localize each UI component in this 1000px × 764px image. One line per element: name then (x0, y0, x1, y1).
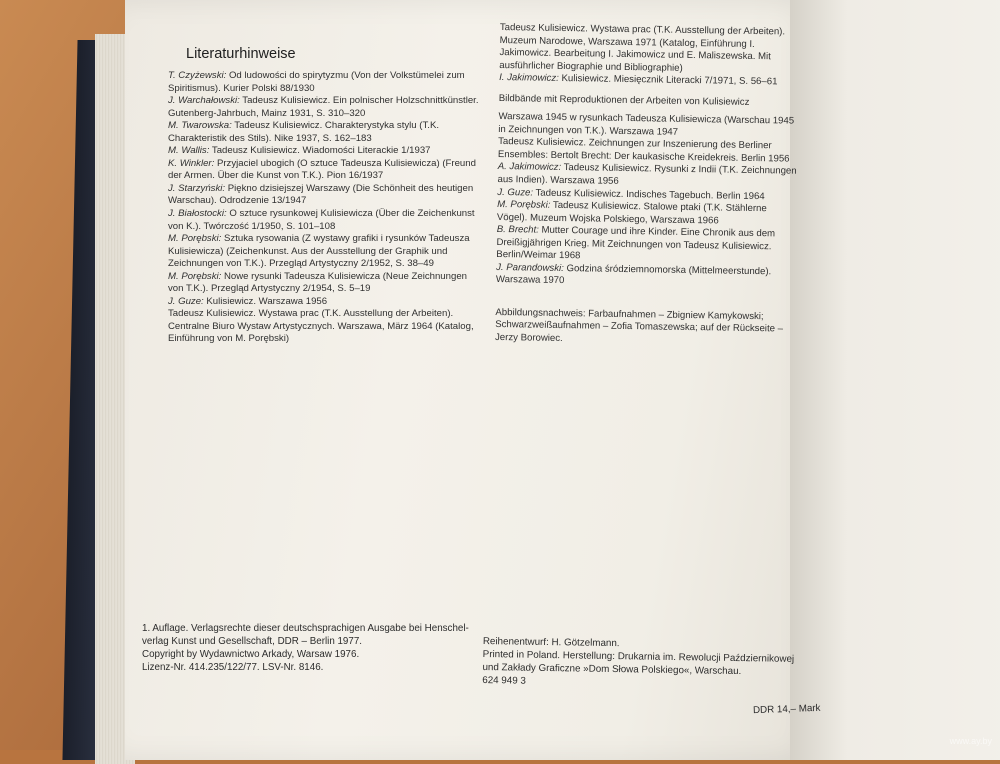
imprint-left (142, 622, 472, 674)
imprint-line: Lizenz-Nr. 414.235/122/77. LSV-Nr. 8146. (142, 662, 324, 673)
bibliography-entry (168, 233, 483, 271)
imprint-right (482, 635, 813, 692)
price: DDR 14,– Mark (752, 702, 821, 717)
imprint-line: und Zakłady Graficzne »Dom Słowa Polskiego«, Warschau. (482, 661, 742, 678)
imprint-line: 624 949 3 (482, 674, 526, 687)
entry-author: J. Warchałowski: (168, 95, 240, 107)
bibliography-entry (168, 145, 483, 158)
bibliography-right-column (495, 22, 800, 349)
bibliography-entry (168, 296, 483, 309)
entry-text: Od ludowości do spirytyzmu (Von der Volkstümelei zum Spiritismus). Kurier Polski 88/1930 (168, 70, 465, 94)
entry-author: J. Guze: (497, 186, 534, 199)
entry-author: T. Czyżewski: (168, 70, 227, 81)
imprint-line: Printed in Poland. Herstellung: Drukarnia im. Rewolucji Październikowej (482, 648, 795, 665)
bibliography-entry (168, 120, 483, 145)
entry-text: Mutter Courage und ihre Kinder. Eine Chronik aus dem Dreißigjährigen Krieg. Mit Zeichnungen von Tadeusz Kulisiewicz. Berlin/Weimar 1968 (496, 224, 776, 262)
entry-text: Godzina śródziemnomorska (Mittelmeerstunde). Warszawa 1970 (495, 262, 772, 287)
imprint-line: Copyright by Wydawnictwo Arkady, Warsaw 1976. (142, 649, 360, 660)
entry-text: Tadeusz Kulisiewicz. Wiadomości Literackie 1/1937 (209, 145, 431, 157)
entry-author: B. Brecht: (496, 224, 539, 236)
entry-author: M. Twarowska: (168, 120, 232, 132)
entry-author: I. Jakimowicz: (499, 72, 559, 85)
bibliography-left-column (168, 70, 483, 346)
bibliography-entry (499, 22, 800, 77)
imprint-line: verlag Kunst und Gesellschaft, DDR – Berlin 1977. (142, 636, 362, 647)
entry-text: Tadeusz Kulisiewicz. Zeichnungen zur Inszenierung des Berliner Ensembles: Bertolt Brecht: Der kaukasische Kreidekreis. Berlin 1956 (497, 136, 790, 165)
bibliography-entry (168, 183, 483, 208)
watermark: www.ay.by (949, 736, 992, 746)
entry-text: Nowe rysunki Tadeusza Kulisiewicza (Neue Zeichnungen von T.K.). Przegląd Artystyczny 2/1954, S. 5–19 (168, 270, 467, 295)
entry-text: Kulisiewicz. Miesięcznik Literacki 7/1971, S. 56–61 (558, 73, 778, 88)
entry-text: Tadeusz Kulisiewicz. Indisches Tagebuch. Berlin 1964 (532, 187, 765, 202)
entry-text: Piękno dzisiejszej Warszawy (Die Schönheit des heutigen Warschau). Odrodzenie 13/1947 (168, 182, 474, 207)
bibliography-entry (168, 95, 483, 120)
entry-text: Tadeusz Kulisiewicz. Charakterystyka stylu (T.K. Charakteristik des Stils). Nike 1937, S. 162–183 (168, 120, 440, 144)
bibliography-entry (168, 70, 483, 95)
bibliography-entry (168, 271, 483, 296)
entry-author: J. Guze: (168, 295, 204, 307)
entry-text: O sztuce rysunkowej Kulisiewicza (Über die Zeichenkunst von K.). Twórczość 1/1950, S. 101–108 (168, 208, 475, 232)
bibliography-entry (496, 224, 797, 266)
entry-text: Tadeusz Kulisiewicz. Rysunki z Indii (T.K. Zeichnungen aus Indien). Warszawa 1956 (497, 162, 797, 187)
entry-text: Kulisiewicz. Warszawa 1956 (203, 295, 328, 307)
entry-author: A. Jakimowicz: (497, 161, 562, 174)
entry-author: J. Białostocki: (168, 208, 227, 220)
entry-author: M. Porębski: (497, 199, 551, 211)
entry-author: J. Parandowski: (496, 261, 564, 274)
entry-author: M. Wallis: (168, 145, 210, 157)
right-page-edge (790, 0, 1000, 760)
section-title: Bildbände mit Reproduktionen der Arbeiten von Kulisiewicz (498, 92, 750, 108)
bibliography-entry (168, 208, 483, 233)
page-title: Literaturhinweise (186, 46, 296, 62)
entry-author: J. Starzyński: (168, 182, 226, 194)
entry-text: Tadeusz Kulisiewicz. Wystawa prac (T.K. Ausstellung der Arbeiten). Centralne Biuro Wystaw Artystycznych. Warszawa, März 1964 (Katalog, Einführung von M. Porębski) (168, 308, 474, 345)
bibliography-entry (168, 308, 483, 346)
entry-author: K. Winkler: (168, 157, 215, 169)
entry-author: M. Porębski: (168, 270, 222, 282)
acknowledgement: Abbildungsnachweis: Farbaufnahmen – Zbigniew Kamykowski; Schwarzweißaufnahmen – Zofia Tomaszewska; auf der Rückseite – Jerzy Borowiec. (494, 306, 784, 345)
bibliography-entry (168, 158, 483, 183)
entry-text: Przyjaciel ubogich (O sztuce Tadeusza Kulisiewicza) (Freund der Armen. Über die Kunst von T.K.). Pion 16/1937 (168, 157, 476, 182)
entry-text: Tadeusz Kulisiewicz. Stalowe ptaki (T.K. Stählerne Vögel). Muzeum Wojska Polskiego, Warszawa 1966 (496, 199, 767, 227)
entry-text: Sztuka rysowania (Z wystawy grafiki i rysunków Tadeusza Kulisiewicza) (Zeichenkunst. Aus der Ausstellung der Graphik und Zeichnungen von T.K.). Przegląd Artystyczny 2/1952, S. 38–49 (168, 233, 470, 270)
entry-text: Tadeusz Kulisiewicz. Wystawa prac (T.K. Ausstellung der Arbeiten). Muzeum Narodowe, Warszawa 1971 (Katalog, Einführung I. Jakimowicz. Bearbeitung I. Jakimowicz und E. Maliszewska. Mit ausführlicher Biographie und Bibliographie) (499, 22, 786, 74)
imprint-line: 1. Auflage. Verlagsrechte dieser deutschsprachigen Ausgabe bei Henschel- (142, 623, 469, 634)
imprint-line: Reihenentwurf: H. Götzelmann. (482, 635, 620, 650)
bibliography-entry (496, 262, 796, 292)
entry-text: Warszawa 1945 w rysunkach Tadeusza Kulisiewicza (Warschau 1945 in Zeichnungen von T.K.). Warszawa 1947 (498, 111, 795, 138)
entry-text: Tadeusz Kulisiewicz. Ein polnischer Holzschnittkünstler. Gutenberg-Jahrbuch, Mainz 1931, S. 310–320 (168, 95, 479, 119)
entry-author: M. Porębski: (168, 233, 222, 245)
